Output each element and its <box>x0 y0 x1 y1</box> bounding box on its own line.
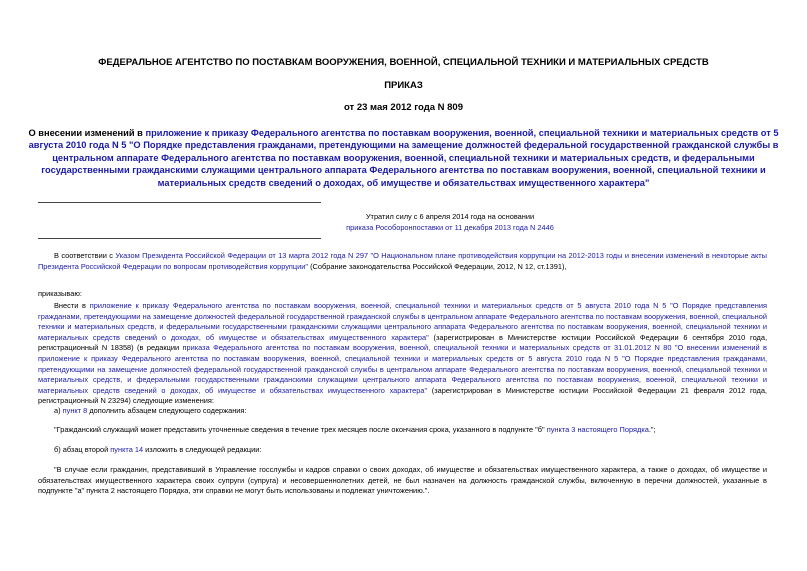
item-b-text-2: изложить в следующей редакции: <box>143 445 262 454</box>
item-a-paragraph <box>38 406 767 417</box>
main-text-2: (зарегистрирован в Министерстве юстиции Российской Федерации 6 сентября 2010 года, регистрационный N 18358) (в редакции <box>38 332 767 353</box>
item-a-point-link[interactable]: пункт 8 <box>62 406 88 415</box>
preamble-text-1: В соответствии с <box>54 251 116 260</box>
quote-b-paragraph: "В случае если гражданин, представивший в Управление госслужбы и кадров справки о своих доходах, об имуществе и обязательствах имущественного характера, а также о доходах, об имуществе и обязательствах имущественного характера своих супруги (супруга) и несовершеннолетних детей, не был назначен на должность гражданской службы, включенную в перечни должностей, указанные в подпункте "а" пункта 2 настоящего Порядка, эти справки не могут быть использованы и подлежат уничтожению.". <box>38 465 767 496</box>
preamble-paragraph <box>38 251 767 272</box>
agency-heading: ФЕДЕРАЛЬНОЕ АГЕНТСТВО ПО ПОСТАВКАМ ВООРУЖЕНИЯ, ВОЕННОЙ, СПЕЦИАЛЬНОЙ ТЕХНИКИ И МАТЕРИАЛЬНЫХ СРЕДСТВ <box>98 57 709 68</box>
quote-a-paragraph <box>38 425 767 436</box>
doc-date-heading: от 23 мая 2012 года N 809 <box>343 102 464 113</box>
amending-order-link[interactable]: приказа Федерального агентства по поставкам вооружения, военной, специальной техники и материальных средств от 31.01.2012 N 80 "О внесении изменений в приложение к приказу Федерального агентства по поставкам вооружения, военной, специальной техники и материальных средств от 5 августа 2010 года N 5 "О Порядке представления гражданами, претендующими на замещение должностей федеральной государственной гражданской службы в центральном аппарате Федерального агентства по поставкам вооружения, военной, специальной техники и материальных средств, и федеральными государственными гражданскими служащими центрального аппарата Федерального агентства по поставкам вооружения, военной, специальной техники и материальных средств сведений о доходах, об имуществе и обязательствах имущественного характера" <box>38 343 767 395</box>
item-a-text-1: а) <box>54 406 63 415</box>
quote-a-text-1: "Гражданский служащий может представить уточненные сведения в течение трех месяцев после окончания срока, указанного в подпункте "б" <box>54 425 547 434</box>
item-b-point-link[interactable]: пункта 14 <box>110 445 144 454</box>
title-prefix: О внесении изменений в <box>28 128 146 138</box>
title-amended-order-link[interactable]: приложение к приказу Федерального агентства по поставкам вооружения, военной, специальной техники и материальных средств от 5 августа 2010 года N 5 "О Порядке представления гражданами, претендующими на замещение должностей федеральной государственной гражданской службы в центральном аппарате Федерального агентства по поставкам вооружения, военной, специальной техники и материальных средств, и федеральными государственными гражданскими служащими центрального аппарата Федерального агентства по поставкам вооружения, военной, специальной техники и материальных средств сведений о доходах, об имуществе и обязательствах имущественного характера" <box>28 128 779 188</box>
order-word: приказываю: <box>38 289 82 298</box>
repeal-order-link[interactable]: приказа Рособоронпоставки от 11 декабря 2013 года N 2446 <box>346 223 554 232</box>
main-paragraph <box>38 301 767 407</box>
quote-a-text-2: ."; <box>648 425 656 434</box>
item-b-text-1: б) абзац второй <box>54 445 111 454</box>
preamble-text-2: (Собрание законодательства Российской Федерации, 2012, N 12, ст.1391), <box>308 261 567 271</box>
main-text-3: (зарегистрирован в Министерстве юстиции Российской Федерации 21 февраля 2012 года, регистрационный N 23294) следующие изменения: <box>38 385 767 406</box>
status-note-line1: Утратил силу с 6 апреля 2014 года на основании <box>365 212 535 221</box>
doc-type-heading: ПРИКАЗ <box>384 80 423 91</box>
divider-top <box>38 202 321 203</box>
item-b-paragraph <box>38 445 767 456</box>
main-amended-order-link[interactable]: приложение к приказу Федерального агентства по поставкам вооружения, военной, специальной техники и материальных средств от 5 августа 2010 года N 5 "О Порядке представления гражданами, претендующими на замещение должностей федеральной государственной гражданской службы в центральном аппарате Федерального агентства по поставкам вооружения, военной, специальной техники и материальных средств, и федеральными государственными гражданскими служащими центрального аппарата Федерального агентства по поставкам вооружения, военной, специальной техники и материальных средств сведений о доходах, об имуществе и обязательствах имущественного характера" <box>38 301 767 342</box>
divider-bottom <box>38 238 321 239</box>
item-a-text-2: дополнить абзацем следующего содержания: <box>87 406 247 415</box>
main-text-1: Внести в <box>54 301 90 310</box>
status-note <box>300 211 600 233</box>
quote-a-point-link[interactable]: пункта 3 настоящего Порядка <box>546 425 649 434</box>
document-title <box>28 127 779 189</box>
presidential-decree-link[interactable]: Указом Президента Российской Федерации от 13 марта 2012 года N 297 "О Национальном плане противодействия коррупции на 2012-2013 годы и внесении изменений в некоторые акты Президента Российской Федерации по вопросам противодействия коррупции" <box>38 251 767 271</box>
